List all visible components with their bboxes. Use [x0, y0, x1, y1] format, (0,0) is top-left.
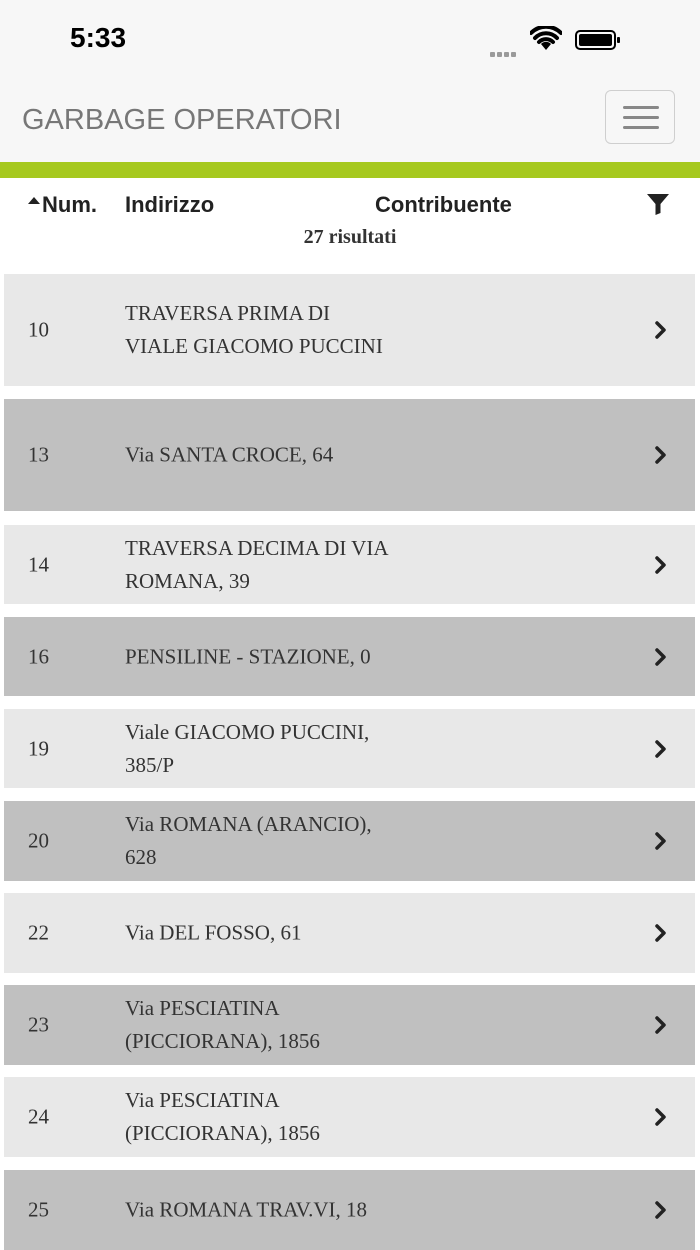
accent-divider	[0, 162, 700, 178]
column-header-num[interactable]: Num.	[28, 192, 97, 218]
menu-toggle-button[interactable]	[605, 90, 675, 144]
row-address: TRAVERSA PRIMA DI VIALE GIACOMO PUCCINI	[125, 301, 383, 358]
chevron-right-icon[interactable]	[654, 923, 668, 943]
row-number: 16	[28, 644, 49, 668]
table-row[interactable]	[4, 1170, 695, 1250]
status-time: 5:33	[70, 22, 127, 53]
sort-up-icon	[28, 197, 40, 204]
table-row[interactable]	[4, 399, 695, 511]
wifi-icon	[530, 26, 562, 52]
signal-icon	[490, 44, 518, 62]
chevron-right-icon[interactable]	[654, 739, 668, 759]
row-address: Via DEL FOSSO, 61	[125, 920, 302, 945]
table-row[interactable]	[4, 709, 695, 788]
row-address: Via ROMANA TRAV.VI, 18	[125, 1197, 368, 1222]
row-number: 23	[28, 1012, 49, 1037]
row-number: 25	[28, 1197, 49, 1222]
status-bar	[0, 0, 700, 80]
row-number: 19	[28, 736, 49, 760]
row-address: Via PESCIATINA (PICCIORANA), 1856	[125, 996, 320, 1053]
row-address: PENSILINE - STAZIONE, 0	[125, 644, 371, 668]
hamburger-menu-icon	[623, 106, 659, 109]
column-header-address[interactable]: Indirizzo	[125, 192, 215, 217]
table-row[interactable]	[4, 893, 695, 973]
row-number: 20	[28, 828, 49, 853]
row-address: TRAVERSA DECIMA DI VIA ROMANA, 39	[125, 535, 388, 593]
table-header	[0, 178, 700, 258]
row-number: 14	[28, 552, 49, 576]
table-row[interactable]	[4, 801, 695, 881]
chevron-right-icon[interactable]	[654, 320, 668, 340]
chevron-right-icon[interactable]	[654, 1200, 668, 1220]
chevron-right-icon[interactable]	[654, 445, 668, 465]
table-row[interactable]	[4, 1077, 695, 1157]
row-number: 24	[28, 1104, 49, 1129]
row-number: 13	[28, 442, 49, 467]
column-header-contributor[interactable]: Contribuente	[375, 192, 512, 217]
navbar	[0, 80, 700, 162]
chevron-right-icon[interactable]	[654, 555, 668, 575]
table-row[interactable]	[4, 525, 695, 604]
chevron-right-icon[interactable]	[654, 647, 668, 667]
brand-title[interactable]: GARBAGE OPERATORI	[22, 104, 342, 136]
results-count: 27 risultati	[303, 226, 397, 248]
chevron-right-icon[interactable]	[654, 831, 668, 851]
chevron-right-icon[interactable]	[654, 1107, 668, 1127]
row-number: 10	[28, 317, 49, 342]
filter-icon[interactable]	[646, 192, 670, 216]
status-icons	[490, 26, 660, 56]
chevron-right-icon[interactable]	[654, 1015, 668, 1035]
row-address: Via PESCIATINA (PICCIORANA), 1856	[125, 1088, 320, 1145]
battery-icon	[575, 30, 621, 50]
row-address: Via ROMANA (ARANCIO), 628	[125, 812, 372, 869]
table-row[interactable]	[4, 985, 695, 1065]
table-row[interactable]	[4, 274, 695, 386]
row-number: 22	[28, 920, 49, 945]
row-address: Via SANTA CROCE, 64	[125, 442, 334, 467]
table-row[interactable]	[4, 617, 695, 696]
row-address: Viale GIACOMO PUCCINI, 385/P	[125, 719, 370, 777]
